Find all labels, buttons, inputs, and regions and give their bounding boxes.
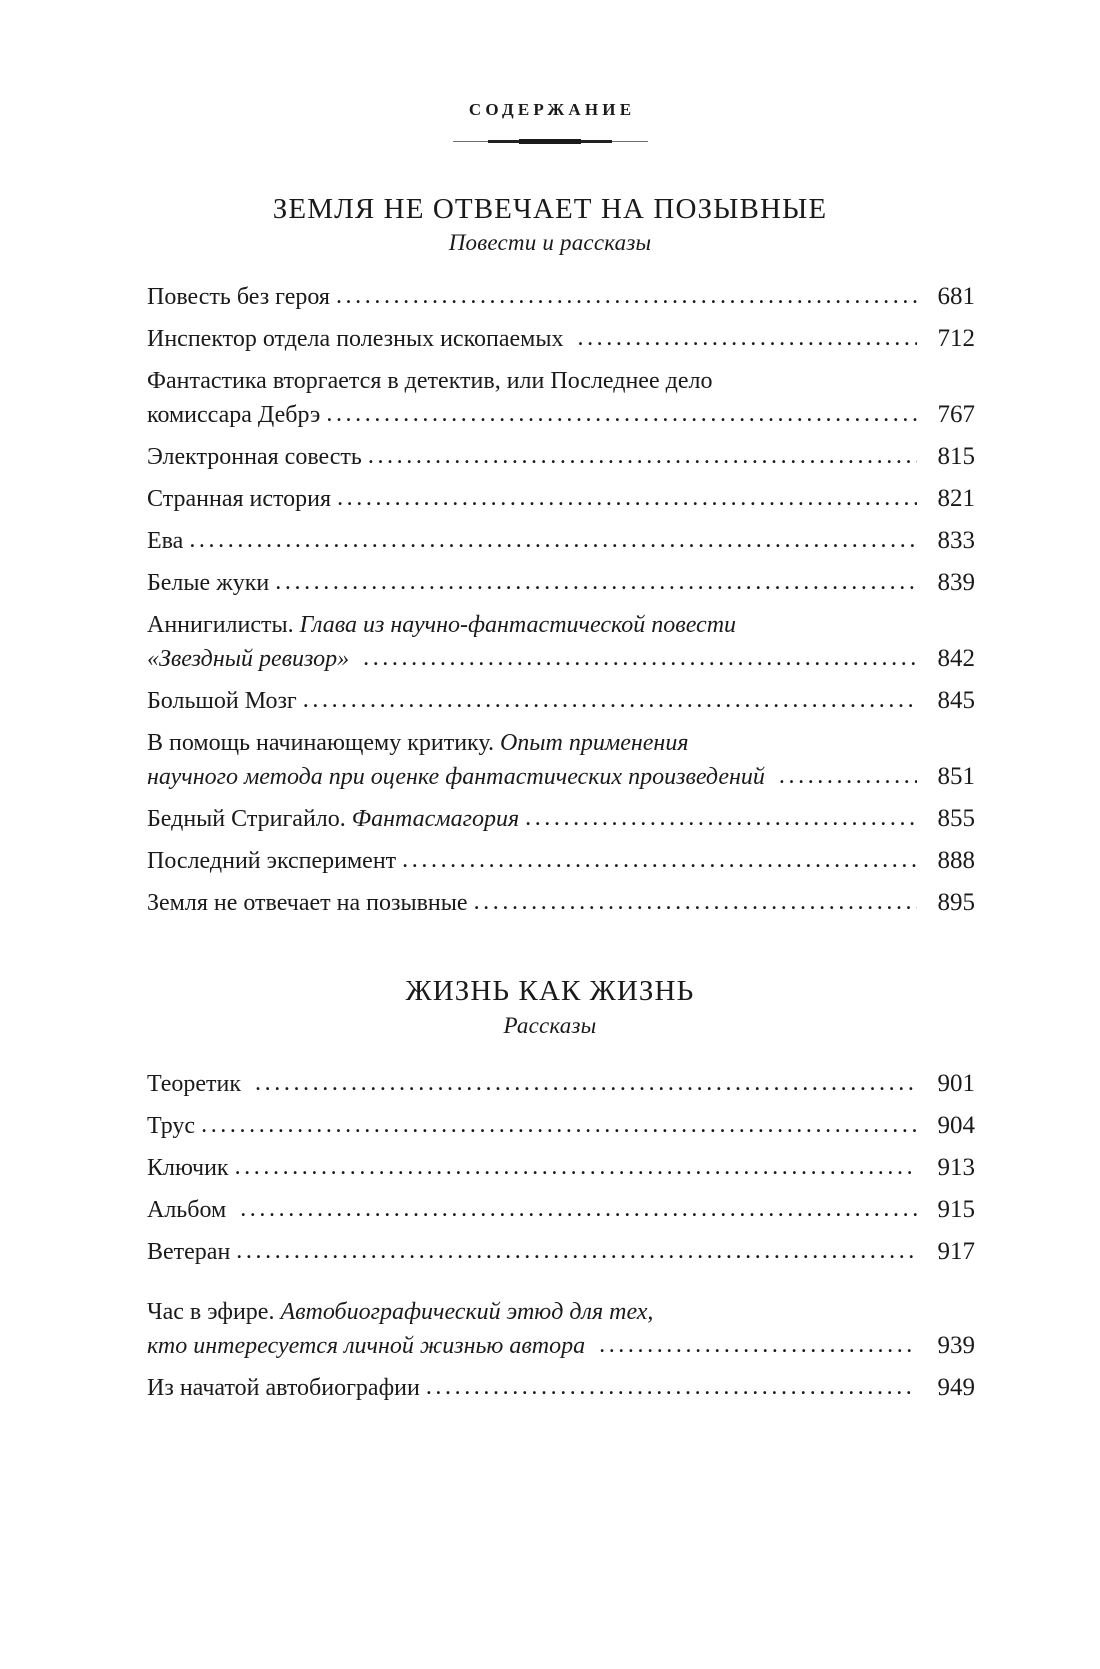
dot-leader xyxy=(303,685,917,715)
dot-leader xyxy=(235,1152,917,1182)
toc-entry[interactable] xyxy=(0,1153,1100,1183)
toc-entry[interactable] xyxy=(0,324,1100,354)
entry-page-number: 681 xyxy=(937,283,975,311)
dot-leader xyxy=(525,803,917,833)
ornamental-rule xyxy=(453,137,648,146)
entry-title: Ветеран xyxy=(147,1238,231,1265)
entry-title: Из начатой автобиографии xyxy=(147,1374,420,1401)
entry-page-number: 712 xyxy=(937,325,975,353)
entry-page-number: 888 xyxy=(937,847,975,875)
toc-entry[interactable] xyxy=(0,728,1100,792)
entry-title-roman: Аннигилисты. xyxy=(147,612,300,639)
entry-title-roman: В помощь начинающему критику. xyxy=(147,730,500,757)
toc-entry[interactable] xyxy=(0,1297,1100,1361)
toc-entry[interactable] xyxy=(0,888,1100,918)
section-life-as-life xyxy=(0,975,1100,1038)
toc-entry[interactable] xyxy=(0,282,1100,312)
toc-entry[interactable] xyxy=(0,1195,1100,1225)
toc-list-autobiographical xyxy=(0,1297,1100,1403)
entry-title-italic: «Звездный ревизор» xyxy=(147,646,350,673)
entry-page-number: 901 xyxy=(937,1069,975,1097)
dot-leader xyxy=(363,643,917,673)
dot-leader xyxy=(402,845,917,875)
entry-page-number: 839 xyxy=(937,569,975,597)
entry-title: Странная история xyxy=(147,486,332,513)
entry-page-number: 821 xyxy=(937,485,975,513)
entry-title: Ключик xyxy=(147,1154,229,1181)
entry-title-italic: Автобиографический этюд для тех, xyxy=(280,1298,654,1325)
toc-entry[interactable] xyxy=(0,686,1100,716)
entry-title-roman: Бедный Стригайло. xyxy=(147,806,352,833)
entry-title xyxy=(147,1297,653,1327)
entry-page-number: 833 xyxy=(937,527,975,555)
toc-entry[interactable] xyxy=(0,846,1100,876)
rule-core-line xyxy=(519,139,581,144)
toc-list-section-2 xyxy=(0,1069,1100,1267)
entry-title-continued xyxy=(147,1331,585,1361)
entry-page-number: 815 xyxy=(937,443,975,471)
section-title: ЗЕМЛЯ НЕ ОТВЕЧАЕТ НА ПОЗЫВНЫЕ xyxy=(272,193,828,225)
entry-title-continued: комиссара Дебрэ xyxy=(147,402,321,429)
running-head: СОДЕРЖАНИЕ xyxy=(468,100,636,119)
dot-leader xyxy=(474,887,917,917)
toc-entry[interactable] xyxy=(0,568,1100,598)
dot-leader xyxy=(255,1068,917,1098)
entry-title: Земля не отвечает на позывные xyxy=(147,890,468,917)
dot-leader xyxy=(577,323,917,353)
entry-page-number: 851 xyxy=(937,763,975,791)
entry-page-number: 855 xyxy=(937,805,975,833)
entry-title: Теоретик xyxy=(147,1070,242,1097)
entry-title-italic: Фантасмагория xyxy=(351,806,520,833)
toc-entry[interactable] xyxy=(0,484,1100,514)
entry-title-continued xyxy=(147,762,765,792)
entry-title: Альбом xyxy=(147,1196,227,1223)
toc-entry[interactable] xyxy=(0,526,1100,556)
dot-leader xyxy=(189,525,917,555)
entry-title: Ева xyxy=(147,528,184,555)
dot-leader xyxy=(368,441,917,471)
dot-leader xyxy=(275,567,917,597)
entry-page-number: 913 xyxy=(937,1153,975,1181)
entry-title-continued xyxy=(147,644,349,674)
entry-title: Электронная совесть xyxy=(147,444,362,471)
toc-entry[interactable] xyxy=(0,1237,1100,1267)
entry-page-number: 904 xyxy=(937,1111,975,1139)
entry-page-number: 895 xyxy=(937,889,975,917)
entry-title-italic: кто интересуется личной жизнью автора xyxy=(147,1332,586,1359)
entry-page-number: 917 xyxy=(937,1237,975,1265)
entry-page-number: 949 xyxy=(937,1373,975,1401)
entry-title: Инспектор отдела полезных ископаемых xyxy=(147,326,564,353)
entry-title: Трус xyxy=(147,1112,196,1139)
dot-leader xyxy=(326,399,917,429)
entry-title xyxy=(147,728,688,758)
entry-title-roman: Час в эфире. xyxy=(147,1298,281,1325)
toc-entry[interactable] xyxy=(0,1069,1100,1099)
entry-title: Большой Мозг xyxy=(147,688,297,715)
entry-title: Повесть без героя xyxy=(147,284,330,311)
toc-entry[interactable] xyxy=(0,1111,1100,1141)
entry-title: Фантастика вторгается в детектив, или Последнее дело xyxy=(147,368,713,395)
entry-title: Последний эксперимент xyxy=(147,848,397,875)
entry-title-italic: Глава из научно-фантастической повести xyxy=(299,612,737,639)
dot-leader xyxy=(240,1194,917,1224)
toc-entry[interactable] xyxy=(0,610,1100,674)
section-subtitle: Рассказы xyxy=(503,1012,597,1038)
entry-page-number: 939 xyxy=(937,1331,975,1359)
section-earth-does-not-answer xyxy=(0,193,1100,256)
toc-entry[interactable] xyxy=(0,442,1100,472)
dot-leader xyxy=(336,281,917,311)
entry-title xyxy=(147,610,736,640)
dot-leader xyxy=(236,1236,917,1266)
dot-leader xyxy=(426,1372,917,1402)
entry-page-number: 845 xyxy=(937,687,975,715)
entry-title-italic: Опыт применения xyxy=(499,730,689,757)
entry-page-number: 842 xyxy=(937,645,975,673)
section-subtitle: Повести и рассказы xyxy=(448,230,652,256)
entry-page-number: 915 xyxy=(937,1195,975,1223)
entry-title: Белые жуки xyxy=(147,570,270,597)
toc-entry[interactable] xyxy=(0,804,1100,834)
list-separator xyxy=(0,1267,1100,1297)
dot-leader xyxy=(201,1110,917,1140)
entry-page-number: 767 xyxy=(937,401,975,429)
section-title: ЖИЗНЬ КАК ЖИЗНЬ xyxy=(405,975,695,1008)
entry-title-italic: научного метода при оценке фантастических произведений xyxy=(147,764,765,791)
dot-leader xyxy=(779,761,917,791)
toc-list-section-1 xyxy=(0,282,1100,918)
toc-entry[interactable] xyxy=(0,1373,1100,1403)
toc-entry[interactable] xyxy=(0,366,1100,430)
entry-title xyxy=(147,804,519,834)
dot-leader xyxy=(599,1330,917,1360)
dot-leader xyxy=(337,483,917,513)
